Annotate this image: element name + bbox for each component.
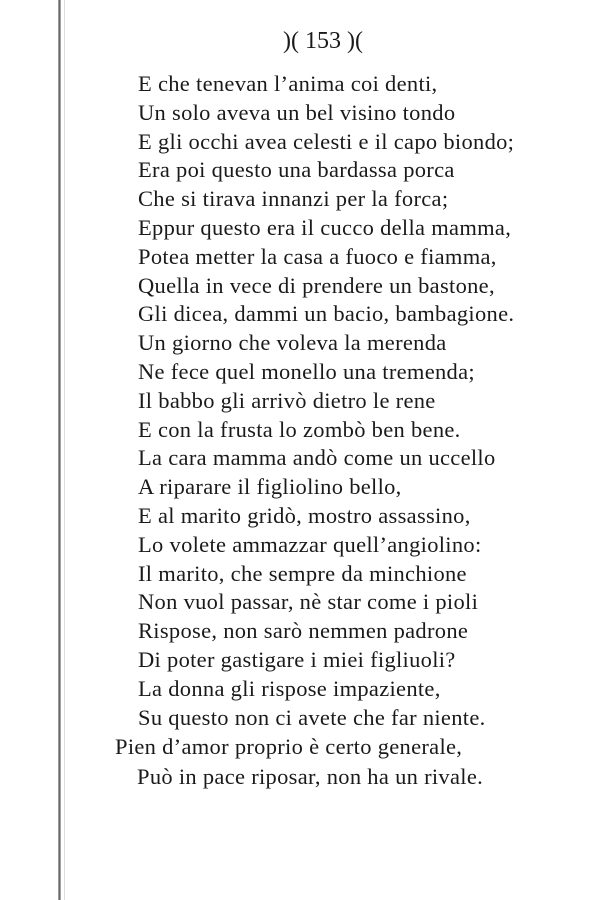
verse-line: La cara mamma andò come un uccello	[138, 445, 496, 471]
verse-line: Un giorno che voleva la merenda	[138, 330, 447, 356]
verse-line: Un solo aveva un bel visino tondo	[138, 99, 456, 125]
page-edge-line	[64, 0, 65, 900]
verse-line: Lo volete ammazzar quell’angiolino:	[138, 531, 482, 557]
verse-line: A riparare il figliolino bello,	[138, 474, 402, 500]
verse-line: Non vuol passar, nè star come i pioli	[138, 589, 479, 615]
verse-line: La donna gli rispose impaziente,	[138, 675, 441, 701]
verse-line: Su questo non ci avete che far niente.	[138, 704, 486, 730]
verse-line: Che si tirava innanzi per la forca;	[138, 186, 449, 212]
verse-line: E al marito gridò, mostro assassino,	[138, 502, 471, 528]
verse-line: Il babbo gli arrivò dietro le rene	[138, 387, 436, 413]
page-number-header: )( 153 )(	[283, 28, 363, 54]
closing-couplet	[115, 732, 483, 792]
book-binding-edge	[58, 0, 61, 900]
verse-line: Ne fece quel monello una tremenda;	[138, 358, 475, 384]
verse-line: E con la frusta lo zombò ben bene.	[138, 416, 461, 442]
couplet-line: Pien d’amor proprio è certo generale,	[115, 734, 463, 759]
verse-line: Potea metter la casa a fuoco e fiamma,	[138, 243, 497, 269]
verse-line: Di poter gastigare i miei figliuoli?	[138, 646, 456, 672]
verse-line: Il marito, che sempre da minchione	[138, 560, 467, 586]
couplet-line: Può in pace riposar, non ha un rivale.	[137, 764, 484, 789]
verse-line: Gli dicea, dammi un bacio, bambagione.	[138, 301, 515, 327]
verse-line: E che tenevan l’anima coi denti,	[138, 71, 438, 96]
poem-stanza	[138, 70, 514, 732]
verse-line: Rispose, non sarò nemmen padrone	[138, 618, 469, 644]
verse-line: Era poi questo una bardassa porca	[138, 157, 455, 183]
verse-line: Quella in vece di prendere un bastone,	[138, 272, 495, 298]
verse-line: Eppur questo era il cucco della mamma,	[138, 214, 512, 240]
verse-line: E gli occhi avea celesti e il capo biondo;	[138, 128, 515, 154]
